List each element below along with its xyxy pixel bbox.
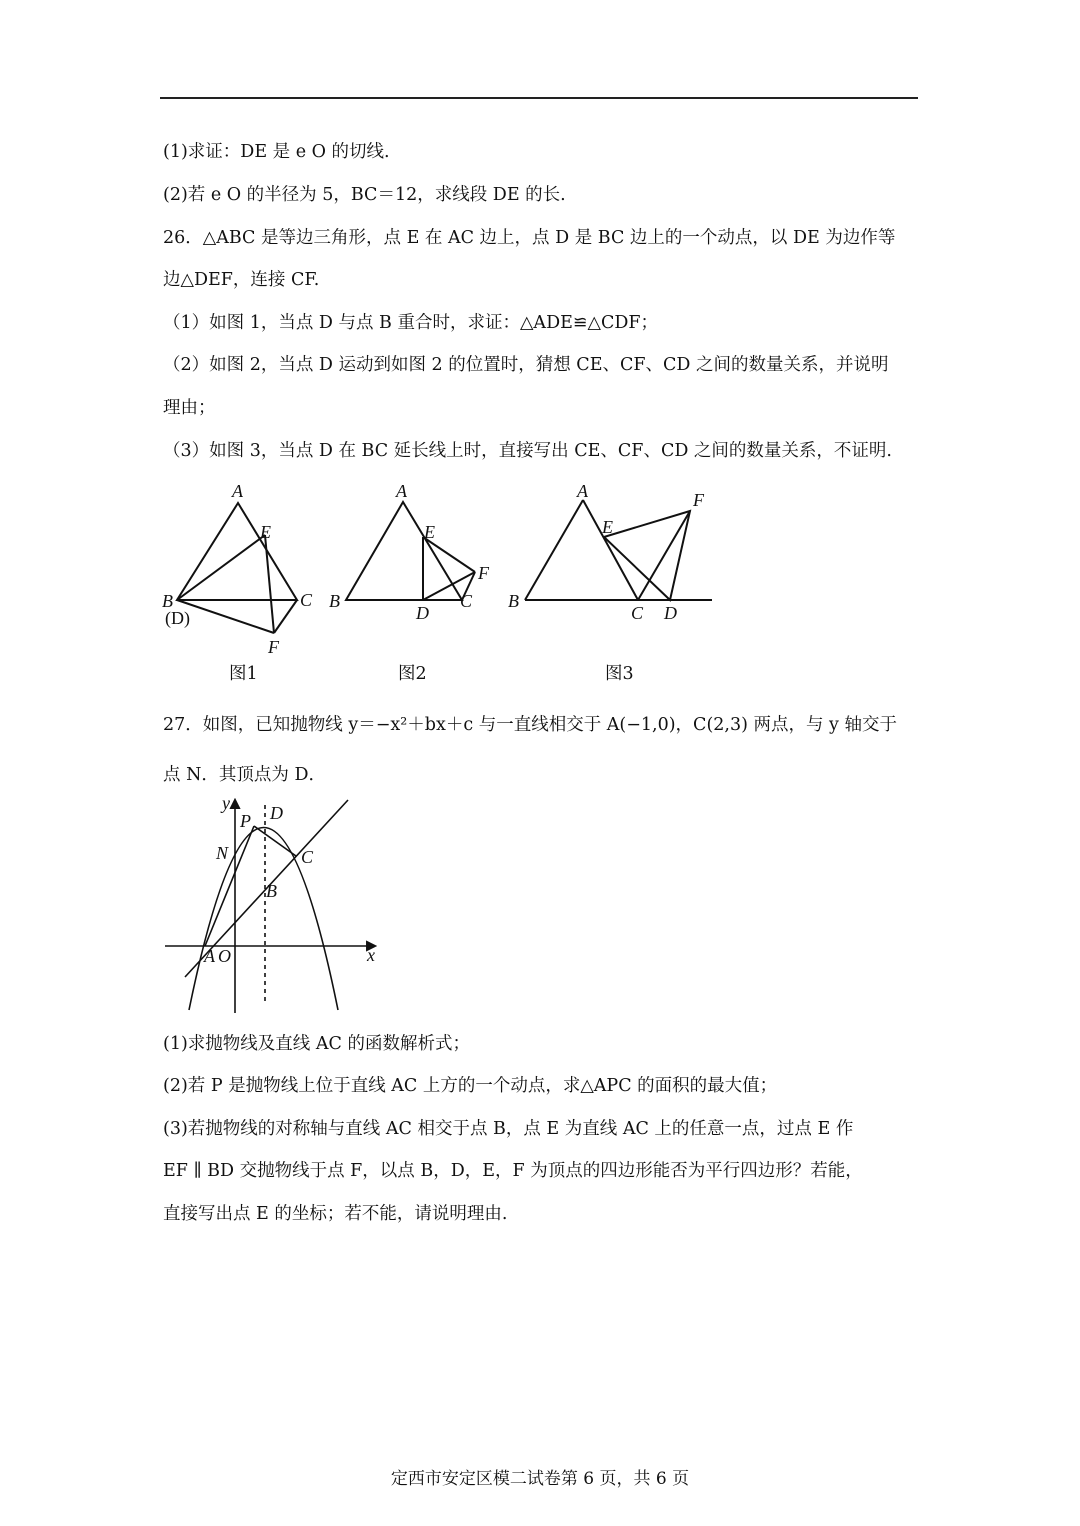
- label-c: C: [301, 847, 314, 867]
- label-p: P: [240, 811, 251, 831]
- page-footer: 定西市安定区模二试卷第 6 页，共 6 页: [390, 1469, 690, 1489]
- label-n: N: [216, 843, 229, 863]
- q27-stem-line1: 27．如图，已知抛物线 y＝−x²＋bx＋c 与一直线相交于 A(−1,0)，C(2,3) 两点，与 y 轴交于: [163, 715, 897, 735]
- fig3-label-f: F: [693, 490, 704, 510]
- q25-part2: (2)若 e O 的半径为 5，BC＝12，求线段 DE 的长.: [163, 185, 566, 205]
- fig1-label-d: (D): [165, 608, 190, 628]
- fig3-label-d: D: [664, 603, 677, 623]
- fig1-label-b: B: [162, 591, 173, 611]
- label-a: A: [204, 946, 215, 966]
- fig3-label-b: B: [508, 591, 519, 611]
- q26-part2-line1: （2）如图 2，当点 D 运动到如图 2 的位置时，猜想 CE、CF、CD 之间的数量关系，并说明: [163, 355, 889, 375]
- q27-part3-line3: 直接写出点 E 的坐标；若不能，请说明理由.: [163, 1204, 508, 1224]
- header-rule: [160, 97, 918, 99]
- q25-part1: (1)求证：DE 是 e O 的切线.: [163, 142, 390, 162]
- axis-y-label: y: [222, 795, 230, 813]
- fig2-label-b: B: [329, 591, 340, 611]
- fig2-label-e: E: [424, 522, 435, 542]
- q26-figure-1: [155, 475, 330, 660]
- fig3-label-c: C: [631, 603, 644, 623]
- q27-part3-line2: EF ∥ BD 交抛物线于点 F，以点 B，D，E，F 为顶点的四边形能否为平行四边形？若能，: [163, 1161, 863, 1181]
- label-b: B: [266, 881, 277, 901]
- q26-part1: （1）如图 1，当点 D 与点 B 重合时，求证：△ADE≌△CDF；: [163, 313, 659, 333]
- axis-x-label: x: [367, 945, 375, 965]
- fig2-label-a: A: [396, 481, 407, 501]
- q27-stem-line2: 点 N．其顶点为 D．: [163, 765, 326, 785]
- caption-fig2: 图2: [398, 664, 427, 684]
- q26-figure-3: [500, 475, 730, 660]
- fig1-label-e: E: [260, 522, 271, 542]
- fig1-label-c: C: [300, 590, 313, 610]
- q27-part2: (2)若 P 是抛物线上位于直线 AC 上方的一个动点，求△APC 的面积的最大值；: [163, 1076, 778, 1096]
- q27-part1: (1)求抛物线及直线 AC 的函数解析式；: [163, 1034, 470, 1054]
- fig3-label-a: A: [577, 481, 588, 501]
- q26-stem-line1: 26．△ABC 是等边三角形，点 E 在 AC 边上，点 D 是 BC 边上的一个动点，以 DE 为边作等: [163, 228, 896, 248]
- fig1-label-a: A: [232, 481, 243, 501]
- q27-figure: [160, 795, 390, 1020]
- label-d: D: [270, 803, 283, 823]
- q27-part3-line1: (3)若抛物线的对称轴与直线 AC 相交于点 B，点 E 为直线 AC 上的任意一点，过点 E 作: [163, 1119, 854, 1139]
- fig2-label-c: C: [460, 591, 473, 611]
- caption-fig1: 图1: [229, 664, 258, 684]
- caption-fig3: 图3: [605, 664, 634, 684]
- fig2-label-f: F: [478, 563, 489, 583]
- q26-part3: （3）如图 3，当点 D 在 BC 延长线上时，直接写出 CE、CF、CD 之间的数量关系，不证明.: [163, 441, 892, 461]
- label-o: O: [218, 946, 231, 966]
- fig1-label-f: F: [268, 637, 279, 657]
- fig2-label-d: D: [416, 603, 429, 623]
- fig3-label-e: E: [602, 517, 613, 537]
- q26-figure-2: [325, 475, 500, 660]
- q26-part2-line2: 理由；: [163, 398, 216, 418]
- q26-stem-line2: 边△DEF，连接 CF.: [163, 270, 320, 290]
